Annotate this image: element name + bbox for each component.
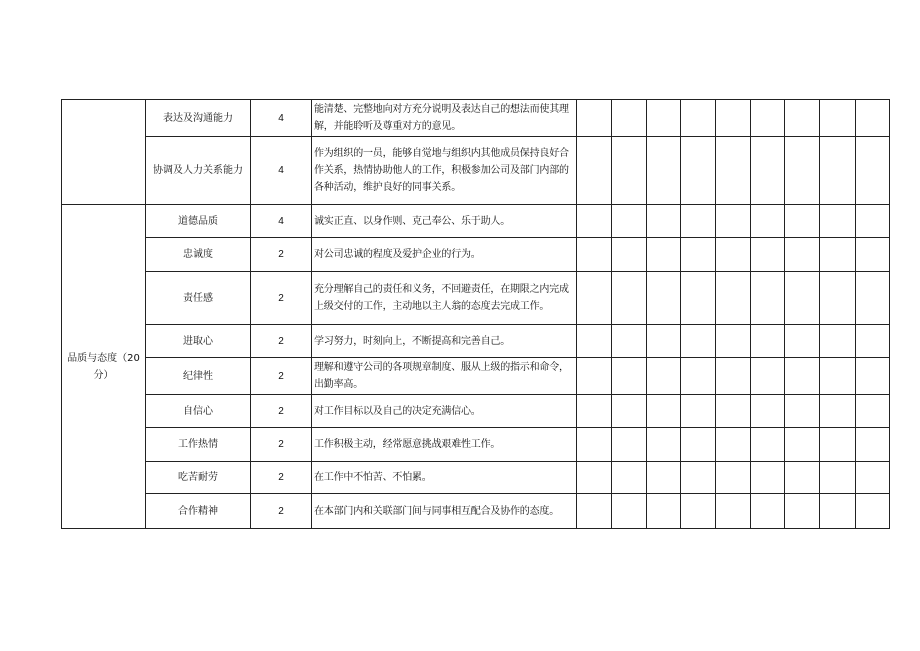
item-score: 2 [251,494,312,529]
rating-cell[interactable] [785,428,820,462]
item-description: 能清楚、完整地向对方充分说明及表达自己的想法而使其理解，并能聆听及尊重对方的意见。 [312,100,577,137]
rating-cell[interactable] [856,272,890,325]
rating-cell[interactable] [820,238,856,272]
rating-cell[interactable] [751,205,785,238]
rating-cell[interactable] [681,494,716,529]
rating-cell[interactable] [612,395,647,428]
rating-cell[interactable] [647,100,681,137]
rating-cell[interactable] [856,100,890,137]
table-row [62,325,890,358]
rating-cell[interactable] [647,238,681,272]
rating-cell[interactable] [820,205,856,238]
rating-cell[interactable] [577,238,612,272]
rating-cell[interactable] [751,395,785,428]
rating-cell[interactable] [751,494,785,529]
rating-cell[interactable] [856,325,890,358]
rating-cell[interactable] [820,462,856,494]
table-row [62,358,890,395]
rating-cell[interactable] [577,272,612,325]
table-row [62,238,890,272]
rating-cell[interactable] [856,238,890,272]
rating-cell[interactable] [647,395,681,428]
rating-cell[interactable] [785,462,820,494]
rating-cell[interactable] [820,395,856,428]
rating-cell[interactable] [577,325,612,358]
item-score: 2 [251,238,312,272]
item-name: 表达及沟通能力 [146,100,251,137]
rating-cell[interactable] [785,238,820,272]
rating-cell[interactable] [612,462,647,494]
item-name: 工作热情 [146,428,251,462]
category-quality-attitude: 品质与态度（20分） [62,205,146,529]
item-description: 在本部门内和关联部门间与同事相互配合及协作的态度。 [312,494,577,529]
item-score: 4 [251,205,312,238]
rating-cell[interactable] [681,205,716,238]
table-row [62,100,890,137]
item-description: 充分理解自己的责任和义务，不回避责任，在期限之内完成上级交付的工作，主动地以主人翁的态度去完成工作。 [312,272,577,325]
item-name: 协调及人力关系能力 [146,137,251,205]
rating-cell[interactable] [647,358,681,395]
rating-cell[interactable] [577,395,612,428]
rating-cell[interactable] [716,272,751,325]
rating-cell[interactable] [856,205,890,238]
category-cell-empty [62,100,146,205]
rating-cell[interactable] [785,205,820,238]
rating-cell[interactable] [716,137,751,205]
rating-cell[interactable] [681,325,716,358]
rating-cell[interactable] [751,325,785,358]
rating-cell[interactable] [751,137,785,205]
item-score: 2 [251,428,312,462]
rating-cell[interactable] [716,238,751,272]
rating-cell[interactable] [716,205,751,238]
item-description: 诚实正直、以身作则、克己奉公、乐于助人。 [312,205,577,238]
rating-cell[interactable] [716,494,751,529]
rating-cell[interactable] [856,137,890,205]
item-name: 进取心 [146,325,251,358]
rating-cell[interactable] [612,325,647,358]
rating-cell[interactable] [820,358,856,395]
rating-cell[interactable] [577,462,612,494]
table-row [62,272,890,325]
item-score: 4 [251,100,312,137]
rating-cell[interactable] [785,100,820,137]
item-name: 自信心 [146,395,251,428]
rating-cell[interactable] [577,494,612,529]
rating-cell[interactable] [577,137,612,205]
rating-cell[interactable] [681,462,716,494]
item-description: 工作积极主动，经常愿意挑战艰难性工作。 [312,428,577,462]
rating-cell[interactable] [612,272,647,325]
rating-cell[interactable] [681,137,716,205]
rating-cell[interactable] [751,462,785,494]
table-row [62,462,890,494]
rating-cell[interactable] [785,395,820,428]
rating-cell[interactable] [716,395,751,428]
item-description: 作为组织的一员，能够自觉地与组织内其他成员保持良好合作关系，热情协助他人的工作，积极参加公司及部门内部的各种活动，维护良好的同事关系。 [312,137,577,205]
rating-cell[interactable] [751,358,785,395]
rating-cell[interactable] [647,462,681,494]
rating-cell[interactable] [785,358,820,395]
rating-cell[interactable] [751,428,785,462]
rating-cell[interactable] [612,205,647,238]
rating-cell[interactable] [716,358,751,395]
item-score: 2 [251,358,312,395]
item-score: 4 [251,137,312,205]
item-description: 在工作中不怕苦、不怕累。 [312,462,577,494]
rating-cell[interactable] [647,137,681,205]
rating-cell[interactable] [612,137,647,205]
table-row [62,205,890,238]
item-score: 2 [251,395,312,428]
rating-cell[interactable] [647,325,681,358]
rating-cell[interactable] [751,100,785,137]
rating-cell[interactable] [577,205,612,238]
rating-cell[interactable] [820,428,856,462]
rating-cell[interactable] [785,494,820,529]
rating-cell[interactable] [716,325,751,358]
rating-cell[interactable] [681,395,716,428]
rating-cell[interactable] [612,494,647,529]
rating-cell[interactable] [820,325,856,358]
rating-cell[interactable] [820,494,856,529]
rating-cell[interactable] [612,358,647,395]
rating-cell[interactable] [612,238,647,272]
rating-cell[interactable] [785,137,820,205]
item-name: 合作精神 [146,494,251,529]
rating-cell[interactable] [681,358,716,395]
rating-cell[interactable] [856,428,890,462]
rating-cell[interactable] [647,428,681,462]
item-description: 学习努力，时刻向上，不断提高和完善自己。 [312,325,577,358]
item-description: 对工作目标以及自己的决定充满信心。 [312,395,577,428]
table-row [62,395,890,428]
rating-cell[interactable] [856,462,890,494]
item-name: 吃苦耐劳 [146,462,251,494]
rating-cell[interactable] [716,428,751,462]
evaluation-table [61,99,890,529]
rating-cell[interactable] [577,428,612,462]
rating-cell[interactable] [681,238,716,272]
rating-cell[interactable] [681,272,716,325]
rating-cell[interactable] [785,325,820,358]
rating-cell[interactable] [716,462,751,494]
rating-cell[interactable] [681,428,716,462]
item-description: 对公司忠诚的程度及爱护企业的行为。 [312,238,577,272]
rating-cell[interactable] [820,272,856,325]
rating-cell[interactable] [856,358,890,395]
table-row [62,494,890,529]
rating-cell[interactable] [647,205,681,238]
item-name: 忠诚度 [146,238,251,272]
rating-cell[interactable] [820,137,856,205]
item-score: 2 [251,325,312,358]
table-row [62,137,890,205]
rating-cell[interactable] [820,100,856,137]
item-score: 2 [251,272,312,325]
rating-cell[interactable] [751,238,785,272]
rating-cell[interactable] [612,428,647,462]
item-name: 责任感 [146,272,251,325]
rating-cell[interactable] [577,100,612,137]
rating-cell[interactable] [647,272,681,325]
item-name: 纪律性 [146,358,251,395]
item-name: 道德品质 [146,205,251,238]
rating-cell[interactable] [856,494,890,529]
rating-cell[interactable] [785,272,820,325]
rating-cell[interactable] [612,100,647,137]
rating-cell[interactable] [577,358,612,395]
rating-cell[interactable] [647,494,681,529]
rating-cell[interactable] [751,272,785,325]
table-row [62,428,890,462]
item-description: 理解和遵守公司的各项规章制度、服从上级的指示和命令，出勤率高。 [312,358,577,395]
item-score: 2 [251,462,312,494]
rating-cell[interactable] [856,395,890,428]
rating-cell[interactable] [681,100,716,137]
rating-cell[interactable] [716,100,751,137]
